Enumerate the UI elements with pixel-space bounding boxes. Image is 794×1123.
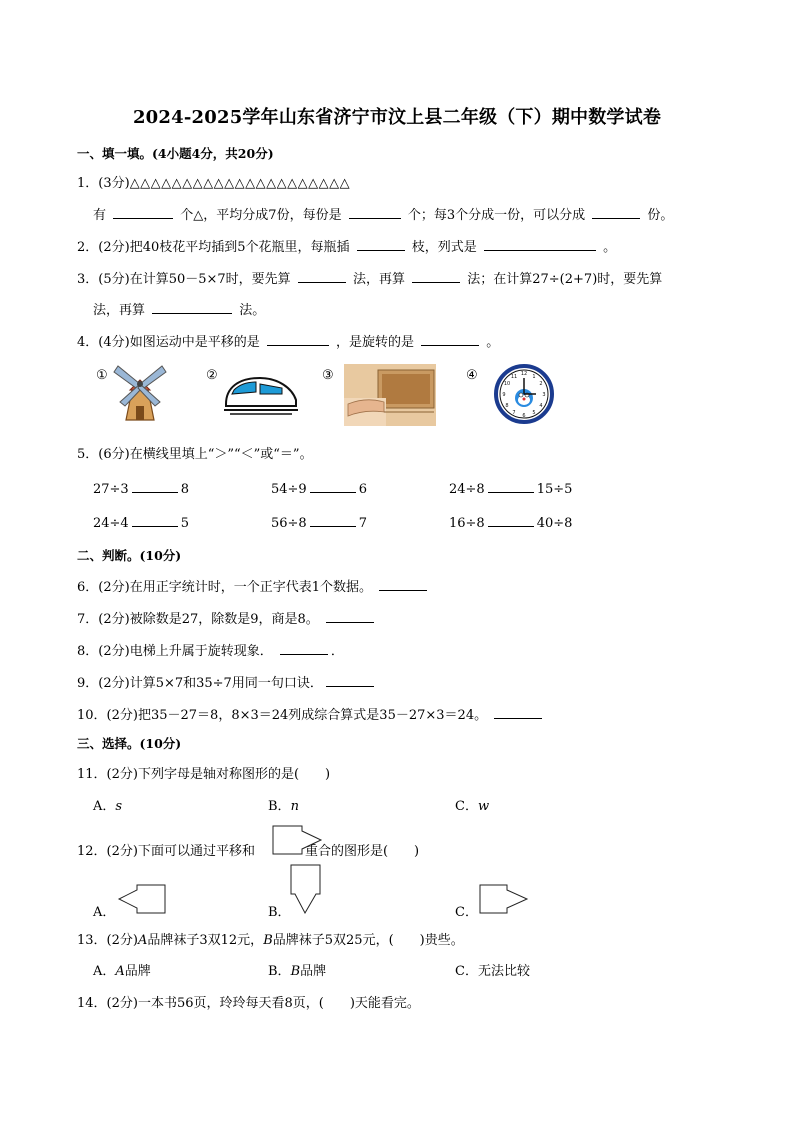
windmill-icon [112, 362, 168, 424]
compare-item: 24÷8 15÷5 [449, 482, 573, 497]
question-5: 5．(6分)在横线里填上“＞”“＜”或“＝”。 [77, 447, 313, 462]
option-b[interactable]: B．n [268, 799, 299, 814]
question-4: 4．(4分)如图运动中是平移的是 ，是旋转的是 。 [77, 335, 500, 350]
drawer-icon [344, 364, 436, 426]
answer-blank[interactable] [326, 610, 374, 623]
svg-text:1: 1 [532, 374, 536, 380]
answer-blank[interactable] [484, 238, 596, 251]
answer-blank[interactable] [421, 333, 479, 346]
answer-blank[interactable] [132, 514, 178, 527]
section-heading-judge: 二、判断。(10分) [77, 548, 182, 563]
picture-label-3: ③ [322, 368, 334, 383]
answer-blank[interactable] [592, 206, 640, 219]
answer-blank[interactable] [113, 206, 173, 219]
svg-text:7: 7 [512, 410, 516, 416]
answer-blank[interactable] [494, 706, 542, 719]
answer-blank[interactable] [349, 206, 401, 219]
question-10: 10．(2分)把35－27＝8，8×3＝24列成综合算式是35－27×3＝24。 [77, 706, 545, 724]
answer-blank[interactable] [132, 480, 178, 493]
question-3-line-1: 3．(5分)在计算50－5×7时，要先算 法，再算 法；在计算27÷(2+7)时，要先算 [77, 272, 663, 287]
compare-item: 24÷4 5 [93, 516, 189, 531]
question-number: 4．(4分) [77, 335, 130, 350]
clock-icon [494, 364, 554, 424]
compare-item: 16÷8 40÷8 [449, 516, 573, 531]
option-a[interactable]: A．A品牌 [93, 964, 151, 979]
answer-blank[interactable] [488, 514, 534, 527]
train-icon [220, 370, 300, 416]
option-a[interactable]: A． [93, 905, 116, 920]
question-11: 11．(2分)下列字母是轴对称图形的是( ) [77, 767, 331, 782]
question-14: 14．(2分)一本书56页，玲玲每天看8页，( )天能看完。 [77, 996, 420, 1011]
question-6: 6．(2分)在用正字统计时，一个正字代表1个数据。 [77, 578, 430, 596]
picture-label-4: ④ [466, 368, 478, 383]
option-b[interactable]: B．B品牌 [268, 964, 327, 979]
answer-blank[interactable] [488, 480, 534, 493]
answer-blank[interactable] [412, 270, 460, 283]
answer-blank[interactable] [310, 480, 356, 493]
compare-item: 56÷8 7 [271, 516, 367, 531]
picture-label-1: ① [96, 368, 108, 383]
arrow-shape-left-icon [117, 884, 167, 914]
page-title: 2024-2025学年山东省济宁市汶上县二年级（下）期中数学试卷 [132, 107, 662, 128]
question-number: 3．(5分) [77, 272, 130, 287]
svg-text:12: 12 [520, 371, 528, 377]
svg-text:6: 6 [522, 413, 526, 419]
section-heading-choose: 三、选择。(10分) [77, 736, 182, 751]
question-8: 8．(2分)电梯上升属于旋转现象． ． [77, 644, 344, 659]
arrow-shape-right-icon [272, 824, 324, 856]
question-1-line-2: 有 个△，平均分成7份，每份是 个；每3个分成一份，可以分成 份。 [93, 208, 674, 223]
question-number: 5．(6分) [77, 447, 130, 462]
option-c[interactable]: C．w [455, 799, 490, 814]
question-7: 7．(2分)被除数是27，除数是9，商是8。 [77, 610, 377, 628]
question-number: 2．(2分) [77, 240, 130, 255]
picture-label-2: ② [206, 368, 218, 383]
answer-blank[interactable] [152, 301, 232, 314]
answer-blank[interactable] [379, 578, 427, 591]
answer-blank[interactable] [280, 642, 328, 655]
compare-item: 27÷3 8 [93, 482, 189, 497]
question-number: 1．(3分) [77, 176, 130, 191]
question-13: 13．(2分)A品牌袜子3双12元，B品牌袜子5双25元，( )贵些。 [77, 933, 464, 948]
option-c[interactable]: C． [455, 905, 478, 920]
question-2: 2．(2分)把40枝花平均插到5个花瓶里，每瓶插 枝，列式是 。 [77, 240, 617, 255]
svg-text:4: 4 [539, 403, 543, 409]
option-a[interactable]: A．s [93, 799, 123, 814]
compare-item: 54÷9 6 [271, 482, 367, 497]
answer-blank[interactable] [326, 674, 374, 687]
svg-text:9: 9 [502, 392, 506, 398]
svg-text:2: 2 [539, 381, 543, 387]
arrow-shape-right-icon [479, 884, 531, 914]
answer-blank[interactable] [298, 270, 346, 283]
arrow-shape-down-icon [290, 864, 322, 916]
section-heading-fill: 一、填一填。(4小题4分，共20分) [77, 146, 274, 161]
option-c[interactable]: C．无法比较 [455, 964, 530, 979]
question-9: 9．(2分)计算5×7和35÷7用同一句口诀． [77, 674, 377, 692]
triangle-row: △△△△△△△△△△△△△△△△△△△△△ [129, 176, 351, 191]
question-3-line-2: 法，再算 法。 [93, 303, 266, 318]
answer-blank[interactable] [357, 238, 405, 251]
question-12: 12．(2分)下面可以通过平移和 重合的图形是( ) [77, 844, 420, 859]
svg-text:8: 8 [505, 403, 509, 409]
svg-text:5: 5 [532, 410, 536, 416]
option-b[interactable]: B． [268, 905, 291, 920]
question-1-line-1 [77, 175, 350, 192]
answer-blank[interactable] [267, 333, 329, 346]
svg-text:11: 11 [510, 374, 518, 380]
svg-text:10: 10 [503, 381, 511, 387]
answer-blank[interactable] [310, 514, 356, 527]
svg-text:3: 3 [542, 392, 546, 398]
